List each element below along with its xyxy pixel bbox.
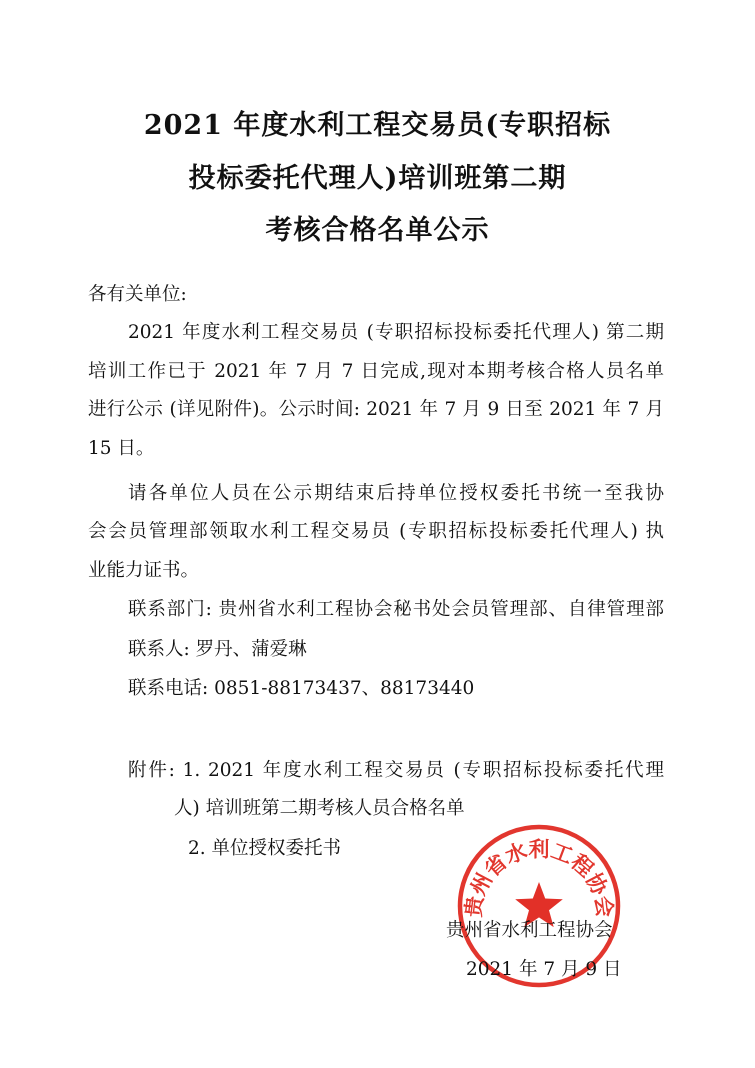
paragraph-2-line-1: 请各单位人员在公示期结束后持单位授权委托书统一至我协: [128, 483, 664, 504]
paragraph-1-line-3: 进行公示 (详见附件)。公示时间: 2021 年 7 月 9 日至 2021 年 7 月: [88, 399, 664, 420]
paragraph-2-line-3: 业能力证书。: [88, 560, 200, 581]
contact-department: 联系部门: 贵州省水利工程协会秘书处会员管理部、自律管理部: [128, 599, 664, 620]
paragraph-1-line-4: 15 日。: [88, 438, 155, 459]
paragraph-1-line-1: 2021 年度水利工程交易员 (专职招标投标委托代理人) 第二期: [128, 322, 664, 343]
paragraph-2-line-2: 会会员管理部领取水利工程交易员 (专职招标投标委托代理人) 执: [88, 521, 664, 542]
seal-ring-text: 贵州省水利工程协会: [460, 836, 618, 919]
contact-person: 联系人: 罗丹、蒲爱琳: [128, 639, 307, 660]
document-title-line-3: 考核合格名单公示: [265, 215, 490, 246]
signature-organization: 贵州省水利工程协会: [446, 920, 613, 941]
document-title-line-2: 投标委托代理人)培训班第二期: [188, 163, 567, 194]
signature-date: 2021 年 7 月 9 日: [466, 959, 622, 980]
attachment-item-1-line-2: 人) 培训班第二期考核人员合格名单: [174, 798, 465, 819]
attachment-item-2: 2. 单位授权委托书: [188, 838, 342, 859]
salutation: 各有关单位:: [88, 284, 187, 305]
contact-phone: 联系电话: 0851-88173437、88173440: [128, 678, 475, 699]
paragraph-1-line-2: 培训工作已于 2021 年 7 月 7 日完成,现对本期考核合格人员名单: [88, 361, 664, 382]
attachment-item-1-line-1: 附件: 1. 2021 年度水利工程交易员 (专职招标投标委托代理: [128, 760, 664, 781]
document-title-line-1: 2021 年度水利工程交易员(专职招标: [143, 110, 612, 141]
